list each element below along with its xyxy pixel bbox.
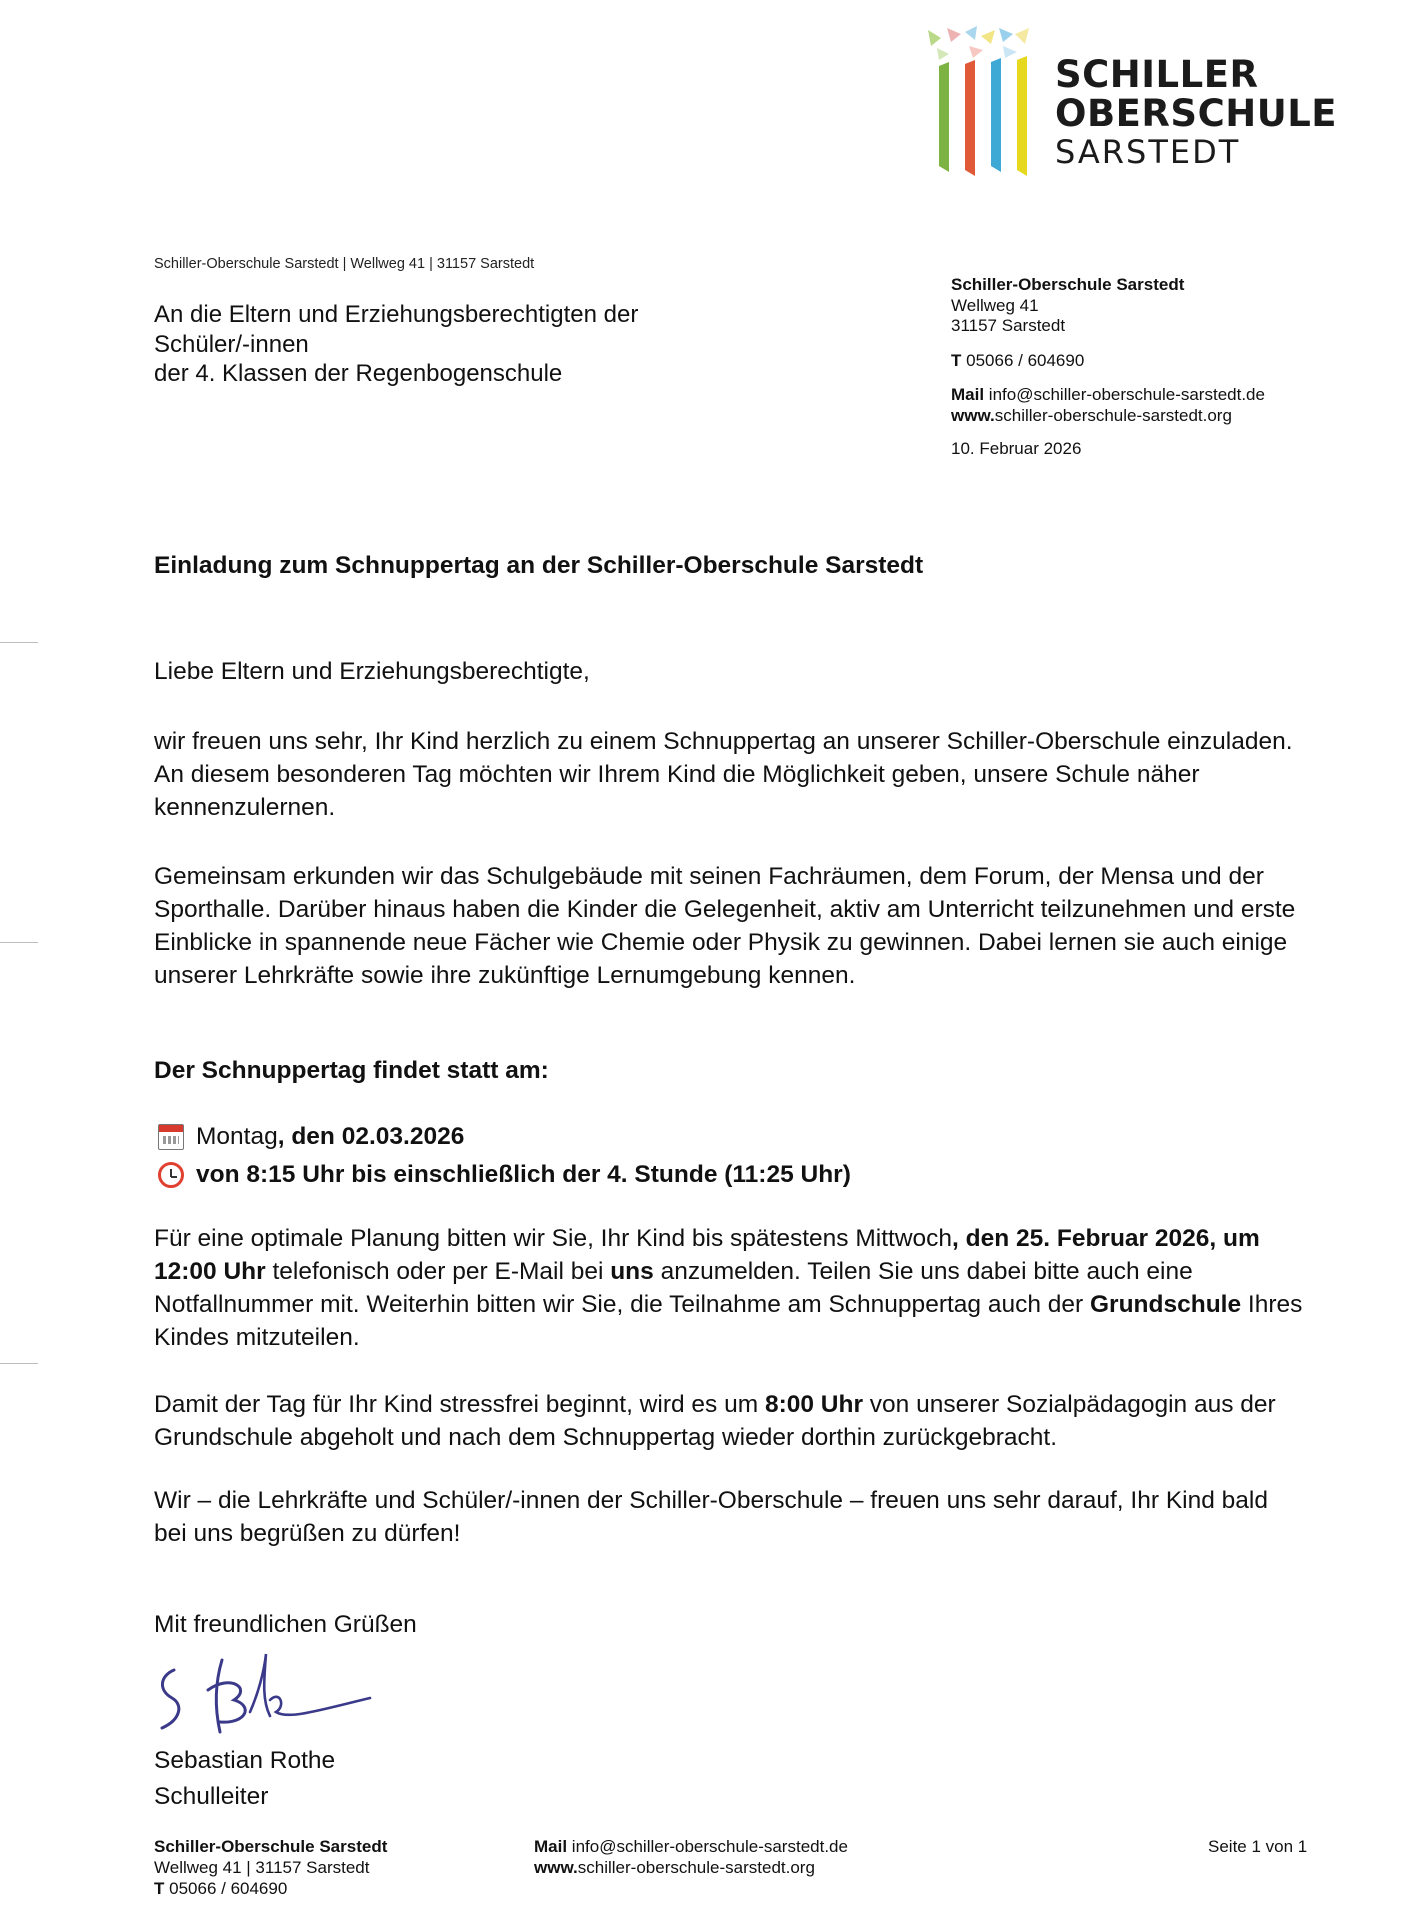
logo-wordmark — [1055, 53, 1338, 171]
paragraph-closing: Wir – die Lehrkräfte und Schüler/-innen der Schiller-Oberschule – freuen uns sehr darauf, Ihr Kind bald bei uns begrüßen zu dürfen! — [154, 1487, 1268, 1547]
paragraph-intro: wir freuen uns sehr, Ihr Kind herzlich zu einem Schnuppertag an unserer Schiller-Oberschule einzuladen. An diesem besonderen Tag möchten wir Ihrem Kind die Möglichkeit geben, unsere Schule näher kennenzulernen. — [154, 728, 1293, 821]
logo-line-3: SARSTEDT — [1055, 133, 1241, 171]
event-time: von 8:15 Uhr bis einschließlich der 4. Stunde (11:25 Uhr) — [196, 1161, 851, 1188]
event-time-row — [158, 1156, 851, 1194]
event-details — [158, 1118, 851, 1194]
paragraph-registration: Für eine optimale Planung bitten wir Sie, Ihr Kind bis spätestens Mittwoch, den 25. Februar 2026, um 12:00 Uhr telefonisch oder per E-Mail bei uns anzumelden. Teilen Sie uns dabei bitte auch eine Notfallnummer mit. Weiterhin bitten wir Sie, die Teilnahme am Schnuppertag auch der Grundschule Ihres Kindes mitzuteilen. — [154, 1225, 1303, 1351]
recipient-line-3: der 4. Klassen der Regenbogenschule — [154, 360, 563, 387]
recipient-address — [154, 300, 638, 389]
contact-street: Wellweg 41 — [951, 295, 1039, 315]
contact-mail-link[interactable]: info@schiller-oberschule-sarstedt.de — [988, 385, 1265, 404]
letter-subject: Einladung zum Schnuppertag an der Schiller-Oberschule Sarstedt — [154, 552, 924, 579]
event-date: , den 02.03.2026 — [277, 1123, 465, 1150]
calendar-icon — [158, 1124, 184, 1150]
paragraph-activities: Gemeinsam erkunden wir das Schulgebäude mit seinen Fachräumen, dem Forum, der Mensa und der Sporthalle. Darüber hinaus haben die Kinder die Gelegenheit, aktiv am Unterricht teilzunehmen und erste Einblicke in spannende neue Fächer wie Chemie oder Physik zu gewinnen. Dabei lernen sie auch einige unserer Lehrkräfte sowie ihre zukünftige Lernumgebung kennen. — [154, 863, 1296, 989]
event-day: Montag — [196, 1123, 278, 1150]
sender-line: Schiller-Oberschule Sarstedt | Wellweg 41 | 31157 Sarstedt — [154, 256, 535, 272]
footer-phone: T 05066 / 604690 — [154, 1879, 288, 1898]
hole-mark — [0, 942, 38, 943]
school-logo — [925, 26, 1338, 180]
footer-web[interactable]: www.schiller-oberschule-sarstedt.org — [534, 1858, 815, 1877]
event-date-row — [158, 1118, 851, 1156]
recipient-line-2: Schüler/-innen — [154, 330, 309, 358]
contact-phone: T 05066 / 604690 — [951, 350, 1085, 370]
letter-date: 10. Februar 2026 — [951, 439, 1082, 458]
handwritten-signature — [150, 1650, 380, 1750]
recipient-line-1: An die Eltern und Erziehungsberechtigten der — [154, 301, 639, 328]
contact-block — [951, 275, 1265, 460]
contact-mail: Mail info@schiller-oberschule-sarstedt.de — [951, 385, 1265, 404]
date-heading: Der Schnuppertag findet statt am: — [154, 1057, 549, 1084]
closing-phrase: Mit freundlichen Grüßen — [154, 1611, 417, 1638]
footer-street: Wellweg 41 | 31157 Sarstedt — [154, 1858, 370, 1877]
contact-web[interactable]: www.schiller-oberschule-sarstedt.org — [951, 405, 1232, 425]
paragraph-pickup: Damit der Tag für Ihr Kind stressfrei beginnt, wird es um 8:00 Uhr von unserer Sozialpädagogin aus der Grundschule abgeholt und nach dem Schnuppertag wieder dorthin zurückgebracht. — [154, 1391, 1276, 1451]
logo-line-2: OBERSCHULE — [1055, 92, 1338, 135]
fold-mark-bottom — [0, 1363, 38, 1364]
footer-name: Schiller-Oberschule Sarstedt — [154, 1837, 388, 1856]
logo-line-1: SCHILLER — [1055, 53, 1259, 96]
contact-city: 31157 Sarstedt — [951, 316, 1066, 335]
salutation: Liebe Eltern und Erziehungsberechtigte, — [154, 658, 590, 685]
signer-title: Schulleiter — [154, 1783, 269, 1810]
signer-block — [154, 1743, 335, 1815]
page-number: Seite 1 von 1 — [1208, 1837, 1308, 1856]
contact-name: Schiller-Oberschule Sarstedt — [951, 275, 1185, 294]
logo-mark-icon — [925, 26, 1050, 180]
alarm-clock-icon — [158, 1162, 184, 1188]
fold-mark-top — [0, 642, 38, 643]
footer-online — [534, 1836, 848, 1878]
footer-address — [154, 1836, 387, 1899]
signer-name: Sebastian Rothe — [154, 1747, 336, 1774]
footer-mail[interactable]: Mail info@schiller-oberschule-sarstedt.de — [534, 1837, 848, 1856]
